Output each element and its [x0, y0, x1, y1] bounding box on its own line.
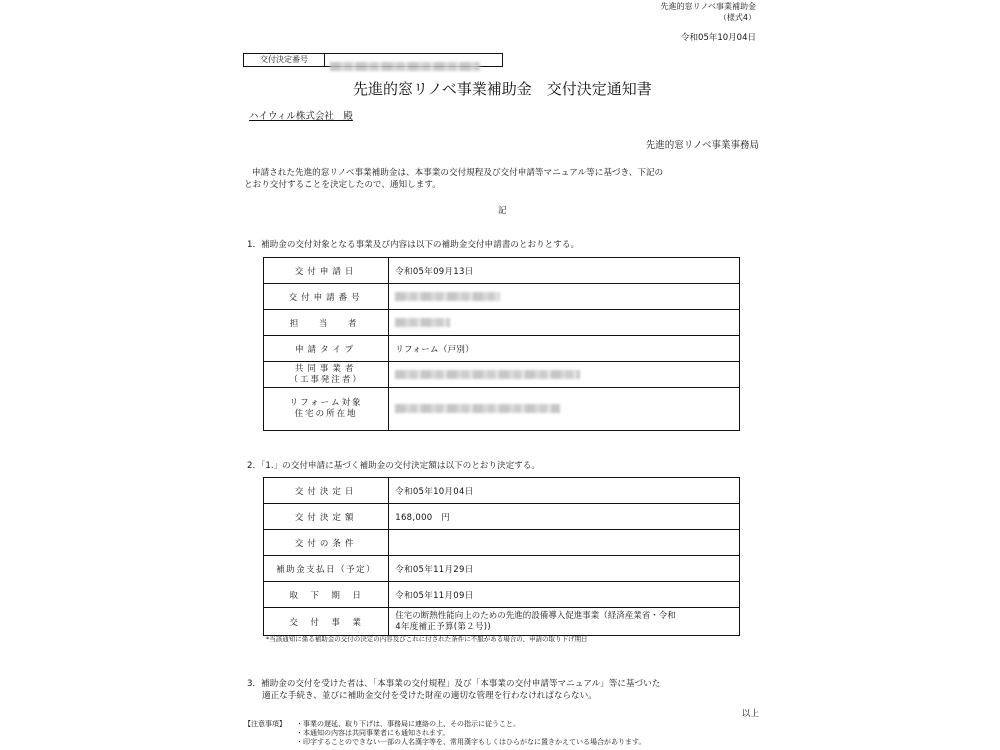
decision-number-label: 交付決定番号 — [244, 54, 325, 66]
row-key — [264, 362, 389, 388]
row-value: 令和05年11月09日 — [389, 582, 740, 608]
redacted-value — [389, 284, 740, 310]
decision-table — [263, 477, 740, 636]
section3-line-2: 適正な手続き、並びに補助金交付を受けた財産の適切な管理を行わなければならない。 — [262, 691, 597, 701]
section1-heading: 1．補助金の交付対象となる事業及び内容は以下の補助金交付申請書のとおりとする。 — [247, 240, 580, 250]
row-value: 168,000 円 — [389, 504, 740, 530]
issue-date: 令和05年10月04日 — [681, 33, 756, 43]
table-row — [264, 530, 740, 556]
table-row — [264, 556, 740, 582]
row-value-line-2: 4年度補正予算(第２号)) — [395, 621, 492, 632]
notes-label: 【注意事項】 — [244, 720, 286, 728]
intro-line-1: 申請された先進的窓リノベ事業補助金は、本事業の交付規程及び交付申請等マニュアル等に基づき、下記の — [252, 168, 664, 178]
row-key-line-2: 住宅の所在地 — [294, 409, 358, 419]
row-key — [264, 388, 389, 431]
redacted-value — [389, 362, 740, 388]
table-row — [264, 258, 740, 284]
issuer: 先進的窓リノベ事業事務局 — [645, 140, 759, 151]
table-row — [264, 504, 740, 530]
row-key: 交 付 事 業 — [264, 608, 389, 636]
footnote: *当該通知に係る補助金の交付の決定の内容及びこれに付された条件に不服がある場合の、申請の取り下げ期日 — [266, 635, 588, 643]
ijou-mark: 以上 — [741, 709, 759, 719]
row-value — [389, 608, 740, 636]
decision-number-value — [330, 56, 490, 75]
row-value-line-1: 住宅の断熱性能向上のための先進的設備導入促進事業（経済産業省・令和 — [395, 610, 676, 621]
table-row — [264, 362, 740, 388]
row-key-line-1: 共同事業者 — [294, 363, 358, 374]
table-row — [264, 310, 740, 336]
document-title: 先進的窓リノベ事業補助金 交付決定通知書 — [353, 80, 652, 98]
note-item: ・事業の遅延、取り下げは、事務局に連絡の上、その指示に従うこと。 — [296, 720, 520, 728]
program-name-header: 先進的窓リノベ事業補助金 — [660, 2, 756, 11]
row-key: 交付の条件 — [264, 530, 389, 556]
row-key: 補助金支払日（予定） — [264, 556, 389, 582]
row-value: リフォーム（戸別） — [389, 336, 740, 362]
form-number: （様式4） — [718, 13, 756, 22]
table-row — [264, 284, 740, 310]
row-key-line-1: リフォーム対象 — [289, 398, 363, 408]
section2-heading: 2．「1.」の交付申請に基づく補助金の交付決定額は以下のとおり決定する。 — [247, 461, 540, 471]
table-row — [264, 608, 740, 636]
intro-line-2: とおり交付することを決定したので、通知します。 — [244, 180, 441, 190]
row-value — [389, 530, 740, 556]
ki-mark: 記 — [498, 206, 507, 216]
row-value: 令和05年10月04日 — [389, 478, 740, 504]
note-item: ・本通知の内容は共同事業者にも通知されます。 — [296, 729, 450, 737]
table-row — [264, 336, 740, 362]
row-key: 担 当 者 — [264, 310, 389, 336]
note-item: ・印字することのできない一部の人名漢字等を、常用漢字もしくはひらがなに置きかえている場合があります。 — [296, 738, 646, 746]
table-row — [264, 478, 740, 504]
row-value: 令和05年11月29日 — [389, 556, 740, 582]
redacted-value — [389, 388, 740, 431]
row-key: 取 下 期 日 — [264, 582, 389, 608]
table-row — [264, 582, 740, 608]
addressee: ハイウィル株式会社 殿 — [249, 111, 353, 122]
row-key: 交付決定日 — [264, 478, 389, 504]
decision-number-box — [243, 53, 503, 67]
row-key: 交付申請番号 — [264, 284, 389, 310]
application-table — [263, 257, 740, 431]
section3-line-1: 3．補助金の交付を受けた者は、「本事業の交付規程」及び「本事業の交付申請等マニュアル」等に基づいた — [247, 679, 661, 689]
row-key-line-2: （工事発注者） — [289, 374, 363, 385]
table-row — [264, 388, 740, 431]
row-key: 申請タイプ — [264, 336, 389, 362]
row-key: 交付決定額 — [264, 504, 389, 530]
redacted-value — [389, 310, 740, 336]
row-key: 交付申請日 — [264, 258, 389, 284]
row-value: 令和05年09月13日 — [389, 258, 740, 284]
